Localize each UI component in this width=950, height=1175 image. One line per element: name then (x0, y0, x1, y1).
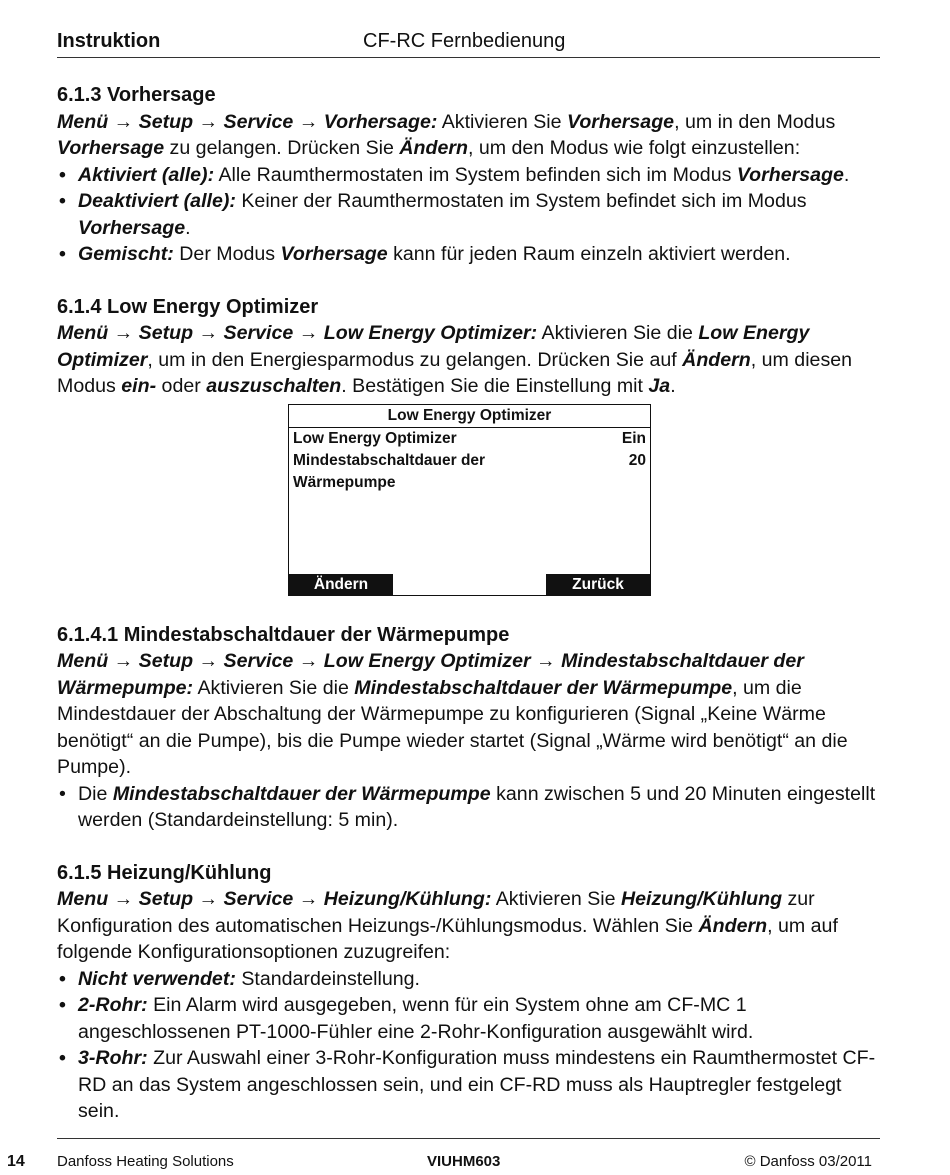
emphasis: Low Energy Optimizer (57, 322, 810, 371)
item-text-end: . (185, 216, 191, 239)
row-label-continued: Wärmepumpe (293, 473, 396, 491)
footer-document-code: VIUHM603 (427, 1153, 501, 1170)
menu-path: Menü → Setup → Service → Vorhersage: (57, 110, 438, 133)
item-label: 2-Rohr: (78, 994, 148, 1016)
list-item (57, 1045, 882, 1125)
screen-title: Low Energy Optimizer (289, 405, 650, 428)
emphasis: Vorhersage (566, 110, 675, 133)
row-value: 20 (628, 451, 646, 469)
bullet-list (57, 781, 882, 834)
emphasis: Vorhersage (280, 243, 388, 265)
emphasis: Vorhersage (736, 163, 844, 186)
page-footer (7, 1138, 880, 1175)
header-document-title: CF-RC Fernbedienung (363, 30, 566, 52)
screen-back-button: Zurück (546, 574, 650, 595)
item-label: Deaktiviert (alle): (78, 190, 236, 212)
item-text-end: . (843, 163, 850, 186)
text-run: oder (156, 375, 207, 397)
screen-row-min-shutdown (293, 450, 646, 472)
text-run: Aktivieren Sie (491, 888, 621, 910)
screen-row-min-shutdown-cont (293, 472, 646, 494)
item-text-end: kann für jeden Raum einzeln aktiviert werden. (387, 243, 791, 265)
item-text: kann zwischen 5 und 20 Minuten eingestellt werden (Standardeinstellung: 5 min). (78, 782, 876, 831)
emphasis: Mindestabschaltdauer der Wärmepumpe (112, 782, 491, 805)
section-heading: 6.1.3 Vorhersage (57, 84, 216, 106)
emphasis: Ändern (399, 137, 468, 159)
section-heading: 6.1.4 Low Energy Optimizer (57, 295, 319, 318)
section-paragraph (57, 886, 882, 966)
list-item (57, 241, 882, 268)
item-label: Gemischt: (78, 243, 174, 265)
emphasis: Vorhersage (78, 216, 186, 239)
item-label: Aktiviert (alle): (78, 163, 215, 186)
screen-change-button: Ändern (289, 574, 393, 595)
emphasis: Ändern (698, 914, 768, 937)
section-paragraph (57, 648, 882, 781)
emphasis: Ja (648, 375, 671, 397)
menu-path: Menü → Setup → Service → Low Energy Optimizer → Mindestabschaltdauer der Wärmepumpe: (57, 650, 804, 699)
emphasis: Heizung/Kühlung (620, 888, 783, 910)
section-paragraph (57, 320, 882, 400)
item-text: Keiner der Raumthermostaten im System befindet sich im Modus (235, 190, 807, 212)
text-run: zu gelangen. Drücken Sie (164, 137, 400, 159)
list-item (57, 188, 882, 241)
menu-path: Menü → Setup → Service → Low Energy Optimizer: (57, 322, 538, 344)
item-text: Die (78, 782, 113, 805)
bullet-list (57, 162, 882, 268)
emphasis: auszuschalten (206, 375, 342, 397)
item-label: Nicht verwendet: (78, 967, 236, 990)
emphasis: Ändern (682, 348, 751, 371)
bullet-list (57, 966, 882, 1125)
text-run: , um die Mindestdauer der Abschaltung der Wärmepumpe zu konfigurieren (Signal „Keine Wärme benötigt“ an die Pumpe), bis die Pumpe wieder startet (Signal „Wärme wird benötigt“ an die Pumpe). (57, 676, 848, 778)
screen-row-low-energy-optimizer (293, 428, 646, 450)
text-run: , um in den Energiesparmodus zu gelangen. Drücken Sie auf (147, 348, 683, 371)
text-run: Aktivieren Sie (437, 110, 567, 133)
page-number: 14 (7, 1153, 25, 1170)
section-heading: 6.1.5 Heizung/Kühlung (57, 861, 272, 884)
section-6-1-5 (57, 860, 882, 1125)
row-label: Mindestabschaltdauer der (293, 451, 486, 469)
footer-company: Danfoss Heating Solutions (57, 1153, 234, 1170)
list-item (57, 992, 882, 1045)
text-run: , um diesen Modus (57, 348, 853, 397)
section-6-1-3 (57, 82, 882, 268)
item-text: Standardeinstellung. (235, 967, 420, 990)
section-6-1-4-1 (57, 622, 882, 834)
item-text: Der Modus (173, 243, 281, 265)
emphasis: Vorhersage (57, 137, 165, 159)
text-run: . (670, 375, 676, 397)
list-item (57, 162, 882, 189)
text-run: . Bestätigen Sie die Einstellung mit (341, 375, 649, 397)
page-header (57, 30, 880, 58)
section-paragraph (57, 109, 882, 162)
item-text: Ein Alarm wird ausgegeben, wenn für ein System ohne am CF-MC 1 angeschlossenen PT-1000-Fühler eine 2-Rohr-Konfiguration ausgewählt wird. (78, 994, 754, 1043)
header-section-label: Instruktion (57, 30, 161, 52)
row-label: Low Energy Optimizer (293, 429, 457, 447)
item-label: 3-Rohr: (78, 1047, 148, 1069)
item-text: Alle Raumthermostaten im System befinden sich im Modus (214, 163, 737, 186)
menu-path: Menu → Setup → Service → Heizung/Kühlung: (57, 888, 492, 910)
text-run: , um in den Modus (674, 110, 836, 133)
text-run: , um auf folgende Konfigurationsoptionen zuzugreifen: (57, 914, 838, 963)
row-value: Ein (621, 429, 646, 447)
text-run: zur Konfiguration des automatischen Heizungs-/Kühlungsmodus. Wählen Sie (57, 888, 815, 937)
item-text: Zur Auswahl einer 3-Rohr-Konfiguration muss mindestens ein Raumthermostet CF-RD an das System angeschlossen sein, und ein CF-RD muss als Hauptregler festgelegt sein. (78, 1047, 876, 1122)
section-heading: 6.1.4.1 Mindestabschaltdauer der Wärmepumpe (57, 623, 510, 646)
text-run: Aktivieren Sie die (193, 676, 355, 699)
list-item (57, 966, 882, 993)
page-content (57, 82, 882, 1125)
footer-copyright: © Danfoss 03/2011 (744, 1153, 872, 1170)
text-run: Aktivieren Sie die (537, 322, 699, 344)
list-item (57, 781, 882, 834)
emphasis: ein- (121, 375, 157, 397)
emphasis: Mindestabschaltdauer der Wärmepumpe (354, 676, 733, 699)
device-screen (288, 404, 651, 596)
section-6-1-4 (57, 294, 882, 400)
text-run: , um den Modus wie folgt einzustellen: (467, 137, 801, 159)
